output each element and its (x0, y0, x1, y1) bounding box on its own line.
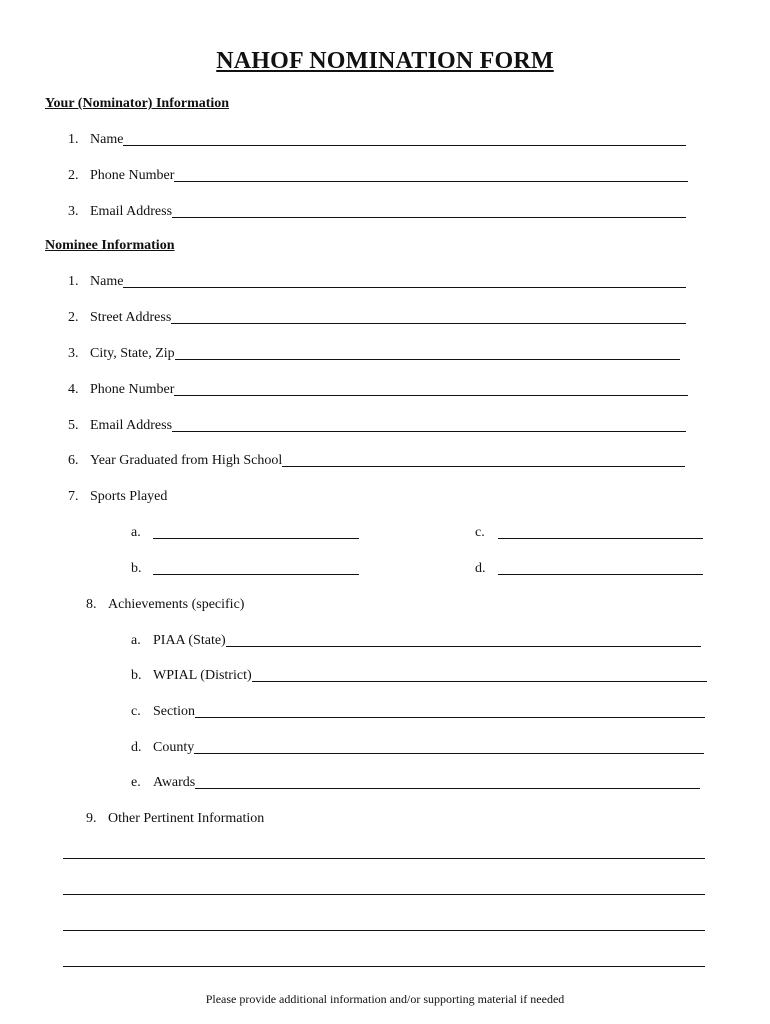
field-label: Email Address (90, 418, 173, 433)
nominee-city-state-zip-field[interactable] (68, 344, 680, 362)
nominator-name-input-line[interactable] (123, 132, 686, 146)
field-label: PIAA (State) (153, 633, 226, 648)
nominee-sports-played-field (68, 487, 368, 505)
field-number: 9. (86, 811, 97, 826)
field-label: Achievements (specific) (108, 597, 245, 612)
nominee-name-input-line[interactable] (123, 274, 686, 288)
nominee-city-state-zip-input-line[interactable] (175, 346, 680, 360)
field-number: 1. (68, 274, 79, 289)
nominee-name-field[interactable] (68, 272, 686, 290)
other-info-heading (86, 809, 386, 827)
sport-letter: c. (475, 525, 485, 540)
field-label: City, State, Zip (90, 346, 175, 361)
field-number: 5. (68, 418, 79, 433)
achievement-letter: c. (131, 704, 141, 719)
nominee-phone-field[interactable] (68, 380, 688, 398)
sport-c-field[interactable] (475, 523, 703, 541)
achievement-letter: d. (131, 740, 142, 755)
field-label: Phone Number (90, 382, 175, 397)
field-number: 2. (68, 168, 79, 183)
nominee-graduation-year-field[interactable] (68, 451, 685, 469)
other-info-line-3[interactable] (63, 930, 705, 931)
nominator-email-field[interactable] (68, 202, 686, 220)
field-label: Sports Played (90, 489, 168, 504)
nominator-section-heading: Your (Nominator) Information (45, 96, 230, 111)
nominee-phone-input-line[interactable] (174, 382, 688, 396)
achievement-section-input-line[interactable] (195, 704, 705, 718)
achievement-piaa-input-line[interactable] (226, 633, 701, 647)
nominee-section-heading: Nominee Information (45, 238, 175, 253)
sport-d-field[interactable] (475, 559, 703, 577)
nominee-graduation-year-input-line[interactable] (282, 453, 685, 467)
field-label: County (153, 740, 195, 755)
field-label: Awards (153, 775, 196, 790)
other-info-line-1[interactable] (63, 858, 705, 859)
nominee-email-field[interactable] (68, 416, 686, 434)
nominator-phone-input-line[interactable] (174, 168, 688, 182)
achievement-awards-field[interactable] (131, 773, 700, 791)
sport-letter: d. (475, 561, 486, 576)
field-label: Section (153, 704, 195, 719)
field-number: 4. (68, 382, 79, 397)
achievements-heading (86, 595, 386, 613)
sport-letter: a. (131, 525, 141, 540)
field-number: 3. (68, 204, 79, 219)
achievement-county-field[interactable] (131, 738, 704, 756)
achievement-letter: a. (131, 633, 141, 648)
achievement-letter: b. (131, 668, 142, 683)
footer-note: Please provide additional information and/or supporting material if needed (205, 992, 565, 1006)
nominee-email-input-line[interactable] (172, 418, 686, 432)
nominee-street-field[interactable] (68, 308, 686, 326)
sport-a-input-line[interactable] (153, 525, 359, 539)
field-number: 7. (68, 489, 79, 504)
field-label: Phone Number (90, 168, 175, 183)
field-label: Year Graduated from High School (90, 453, 283, 468)
nominee-street-input-line[interactable] (171, 310, 686, 324)
sport-b-input-line[interactable] (153, 561, 359, 575)
sport-c-input-line[interactable] (498, 525, 703, 539)
sport-letter: b. (131, 561, 142, 576)
sport-b-field[interactable] (131, 559, 359, 577)
field-number: 8. (86, 597, 97, 612)
field-number: 3. (68, 346, 79, 361)
field-number: 1. (68, 132, 79, 147)
sport-a-field[interactable] (131, 523, 359, 541)
achievement-awards-input-line[interactable] (195, 775, 700, 789)
nominator-phone-field[interactable] (68, 166, 688, 184)
nominator-email-input-line[interactable] (172, 204, 686, 218)
field-number: 2. (68, 310, 79, 325)
achievement-section-field[interactable] (131, 702, 705, 720)
other-info-line-2[interactable] (63, 894, 705, 895)
field-label: Email Address (90, 204, 173, 219)
other-info-line-4[interactable] (63, 966, 705, 967)
field-label: Name (90, 274, 124, 289)
field-label: Other Pertinent Information (108, 811, 265, 826)
field-label: Name (90, 132, 124, 147)
achievement-wpial-input-line[interactable] (252, 668, 707, 682)
achievement-wpial-field[interactable] (131, 666, 707, 684)
field-label: Street Address (90, 310, 172, 325)
field-number: 6. (68, 453, 79, 468)
form-title: NAHOF NOMINATION FORM (216, 48, 554, 74)
achievement-letter: e. (131, 775, 141, 790)
field-label: WPIAL (District) (153, 668, 252, 683)
sport-d-input-line[interactable] (498, 561, 703, 575)
achievement-county-input-line[interactable] (194, 740, 704, 754)
achievement-piaa-field[interactable] (131, 631, 701, 649)
nominator-name-field[interactable] (68, 130, 686, 148)
